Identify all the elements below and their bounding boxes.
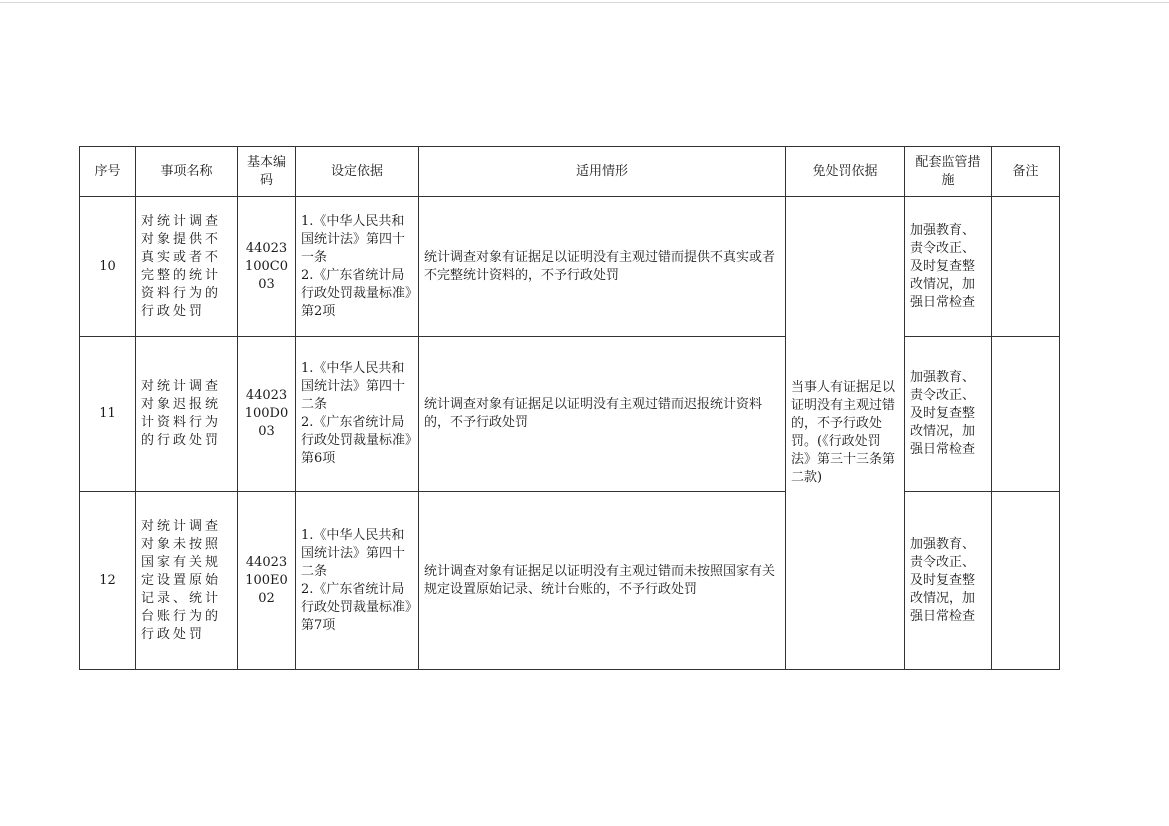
row-code: 44023100E002 [238, 492, 296, 670]
row-seq: 12 [80, 492, 136, 670]
header-item-name: 事项名称 [136, 147, 238, 197]
row-code: 44023100C003 [238, 197, 296, 337]
basis-line-2: 2.《广东省统计局行政处罚裁量标准》第7项 [301, 581, 412, 633]
header-code: 基本编码 [238, 147, 296, 197]
row-remarks [992, 337, 1060, 492]
row-scope: 统计调查对象有证据足以证明没有主观过错而迟报统计资料的，不予行政处罚 [419, 337, 786, 492]
table-row [80, 492, 1060, 670]
exempt-basis-cell: 当事人有证据足以证明没有主观过错的，不予行政处罚。(《行政处罚法》第三十三条第二款) [786, 197, 905, 670]
row-code: 44023100D003 [238, 337, 296, 492]
row-seq: 10 [80, 197, 136, 337]
header-basis: 设定依据 [296, 147, 419, 197]
basis-line-1: 1.《中华人民共和国统计法》第四十一条 [301, 213, 406, 265]
table-row [80, 197, 1060, 337]
basis-line-2: 2.《广东省统计局行政处罚裁量标准》第6项 [301, 415, 412, 466]
basis-line-1: 1.《中华人民共和国统计法》第四十二条 [301, 361, 406, 412]
row-remarks [992, 492, 1060, 670]
row-basis [296, 492, 419, 670]
row-measures: 加强教育、责令改正、及时复查整改情况，加强日常检查 [905, 197, 992, 337]
header-scope: 适用情形 [419, 147, 786, 197]
scan-top-edge [0, 2, 1169, 3]
row-item-name: 对统计调查对象未按照国家有关规定设置原始记录、统计台账行为的行政处罚 [136, 492, 238, 670]
header-seq: 序号 [80, 147, 136, 197]
table-row [80, 337, 1060, 492]
header-measures: 配套监管措施 [905, 147, 992, 197]
row-item-name: 对统计调查对象迟报统计资料行为的行政处罚 [136, 337, 238, 492]
basis-line-2: 2.《广东省统计局行政处罚裁量标准》第2项 [301, 267, 412, 319]
header-exempt-basis: 免处罚依据 [786, 147, 905, 197]
table-header-row [80, 147, 1060, 197]
row-measures: 加强教育、责令改正、及时复查整改情况，加强日常检查 [905, 492, 992, 670]
row-remarks [992, 197, 1060, 337]
row-basis [296, 337, 419, 492]
row-scope: 统计调查对象有证据足以证明没有主观过错而提供不真实或者不完整统计资料的，不予行政处罚 [419, 197, 786, 337]
exemption-table [79, 146, 1060, 670]
row-item-name: 对统计调查对象提供不真实或者不完整的统计资料行为的行政处罚 [136, 197, 238, 337]
row-measures: 加强教育、责令改正、及时复查整改情况，加强日常检查 [905, 337, 992, 492]
row-basis [296, 197, 419, 337]
basis-line-1: 1.《中华人民共和国统计法》第四十二条 [301, 527, 406, 579]
row-scope: 统计调查对象有证据足以证明没有主观过错而未按照国家有关规定设置原始记录、统计台账的，不予行政处罚 [419, 492, 786, 670]
row-seq: 11 [80, 337, 136, 492]
header-remarks: 备注 [992, 147, 1060, 197]
